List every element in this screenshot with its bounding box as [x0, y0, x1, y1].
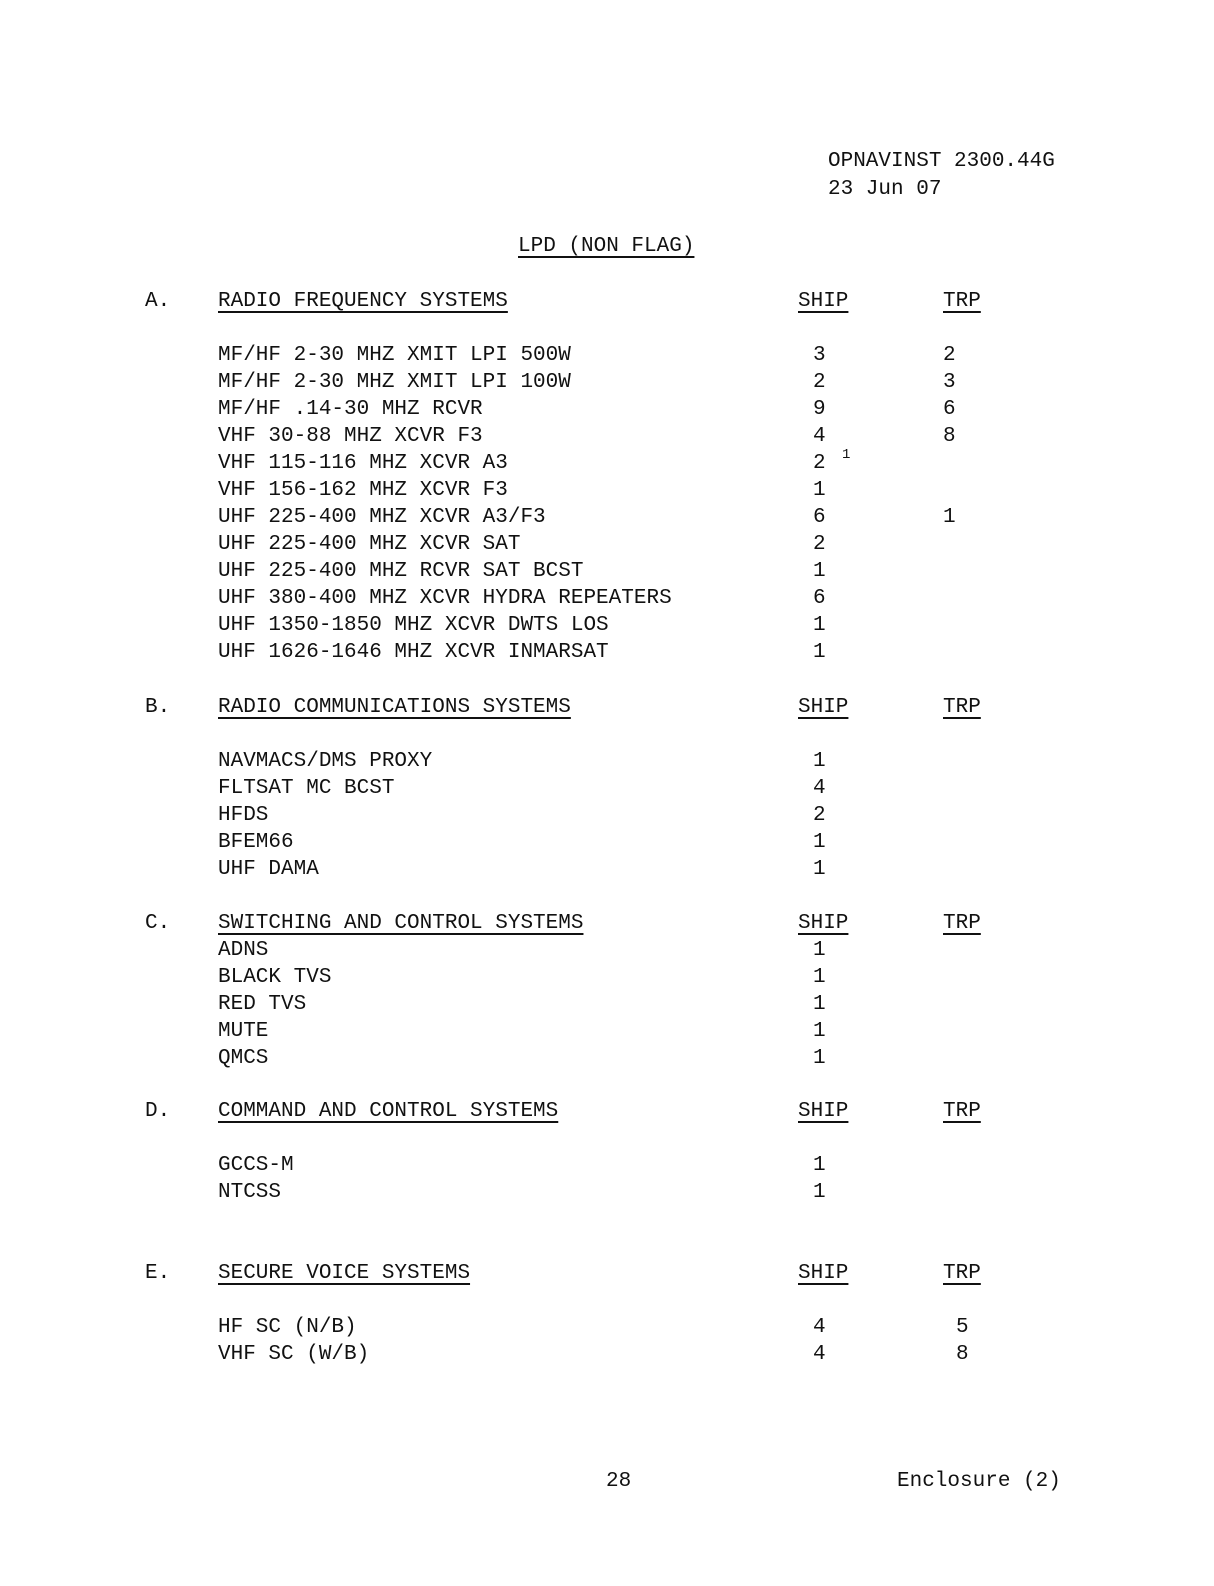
table-row: [0, 1341, 1214, 1368]
item-name: BFEM66: [218, 831, 294, 854]
ship-column-header: SHIP: [798, 912, 849, 935]
table-row: [0, 937, 1214, 964]
item-name: QMCS: [218, 1047, 269, 1070]
table-row: [0, 423, 1214, 450]
item-name: UHF 1350-1850 MHZ XCVR DWTS LOS: [218, 614, 609, 637]
ship-count: 1: [813, 831, 826, 854]
section-title: COMMAND AND CONTROL SYSTEMS: [218, 1100, 559, 1123]
ship-count: 3: [813, 344, 826, 367]
ship-count: 1: [813, 966, 826, 989]
ship-count: 2: [813, 452, 826, 475]
item-name: UHF 225-400 MHZ XCVR A3/F3: [218, 506, 546, 529]
item-name: NAVMACS/DMS PROXY: [218, 750, 433, 773]
table-row: [0, 342, 1214, 369]
ship-count: 1: [813, 939, 826, 962]
page-title: LPD (NON FLAG): [518, 235, 695, 258]
table-row: [0, 991, 1214, 1018]
item-name: VHF 30-88 MHZ XCVR F3: [218, 425, 483, 448]
ship-count: 1: [813, 993, 826, 1016]
table-row: [0, 1045, 1214, 1072]
table-row: [0, 1152, 1214, 1179]
section-title: SECURE VOICE SYSTEMS: [218, 1262, 471, 1285]
ship-count: 9: [813, 398, 826, 421]
table-row: [0, 775, 1214, 802]
item-name: MF/HF .14-30 MHZ RCVR: [218, 398, 483, 421]
table-row: [0, 1314, 1214, 1341]
ship-count: 6: [813, 506, 826, 529]
footnote-marker: 1: [842, 447, 851, 463]
item-name: UHF 225-400 MHZ XCVR SAT: [218, 533, 521, 556]
table-row: [0, 558, 1214, 585]
trp-count: 8: [943, 425, 956, 448]
trp-count: 6: [943, 398, 956, 421]
ship-count: 2: [813, 371, 826, 394]
item-name: HFDS: [218, 804, 269, 827]
ship-count: 1: [813, 560, 826, 583]
ship-count: 1: [813, 1154, 826, 1177]
ship-count: 4: [813, 425, 826, 448]
ship-column-header: SHIP: [798, 290, 849, 313]
table-row: [0, 477, 1214, 504]
trp-count: 2: [943, 344, 956, 367]
ship-count: 6: [813, 587, 826, 610]
ship-column-header: SHIP: [798, 1100, 849, 1123]
ship-count: 4: [813, 1343, 826, 1366]
trp-count: 8: [956, 1343, 969, 1366]
ship-count: 4: [813, 777, 826, 800]
table-row: [0, 748, 1214, 775]
document-date: 23 Jun 07: [828, 178, 942, 201]
item-name: MF/HF 2-30 MHZ XMIT LPI 100W: [218, 371, 571, 394]
section-title: SWITCHING AND CONTROL SYSTEMS: [218, 912, 584, 935]
item-name: UHF 1626-1646 MHZ XCVR INMARSAT: [218, 641, 609, 664]
item-name: VHF SC (W/B): [218, 1343, 370, 1366]
table-row: [0, 1018, 1214, 1045]
trp-column-header: TRP: [943, 290, 981, 313]
table-row: [0, 856, 1214, 883]
table-row: [0, 1179, 1214, 1206]
trp-count: 5: [956, 1316, 969, 1339]
table-row: [0, 396, 1214, 423]
table-row: [0, 369, 1214, 396]
ship-column-header: SHIP: [798, 696, 849, 719]
table-row: [0, 447, 1214, 477]
table-row: [0, 639, 1214, 666]
ship-count: 1: [813, 479, 826, 502]
ship-count: 1: [813, 750, 826, 773]
item-name: VHF 156-162 MHZ XCVR F3: [218, 479, 508, 502]
item-name: ADNS: [218, 939, 269, 962]
ship-count: 1: [813, 1181, 826, 1204]
section-letter: A.: [145, 290, 171, 313]
item-name: VHF 115-116 MHZ XCVR A3: [218, 452, 508, 475]
item-name: RED TVS: [218, 993, 307, 1016]
ship-count: 2: [813, 804, 826, 827]
trp-column-header: TRP: [943, 696, 981, 719]
table-row: [0, 964, 1214, 991]
trp-column-header: TRP: [943, 912, 981, 935]
ship-column-header: SHIP: [798, 1262, 849, 1285]
table-row: [0, 612, 1214, 639]
item-name: FLTSAT MC BCST: [218, 777, 395, 800]
item-name: HF SC (N/B): [218, 1316, 357, 1339]
item-name: UHF 225-400 MHZ RCVR SAT BCST: [218, 560, 584, 583]
section-letter: B.: [145, 696, 171, 719]
section-title: RADIO FREQUENCY SYSTEMS: [218, 290, 508, 313]
page-number: 28: [606, 1470, 632, 1493]
item-name: MUTE: [218, 1020, 269, 1043]
table-row: [0, 585, 1214, 612]
ship-count: 1: [813, 1047, 826, 1070]
item-name: UHF DAMA: [218, 858, 319, 881]
trp-column-header: TRP: [943, 1100, 981, 1123]
table-row: [0, 504, 1214, 531]
trp-column-header: TRP: [943, 1262, 981, 1285]
trp-count: 1: [943, 506, 956, 529]
ship-count: 1: [813, 1020, 826, 1043]
ship-count: 1: [813, 858, 826, 881]
table-row: [0, 802, 1214, 829]
item-name: UHF 380-400 MHZ XCVR HYDRA REPEATERS: [218, 587, 672, 610]
document-id: OPNAVINST 2300.44G: [828, 150, 1055, 173]
section-letter: C.: [145, 912, 171, 935]
ship-count: 4: [813, 1316, 826, 1339]
item-name: MF/HF 2-30 MHZ XMIT LPI 500W: [218, 344, 571, 367]
ship-count: 1: [813, 614, 826, 637]
table-row: [0, 829, 1214, 856]
item-name: GCCS-M: [218, 1154, 294, 1177]
ship-count: 2: [813, 533, 826, 556]
section-letter: E.: [145, 1262, 171, 1285]
item-name: NTCSS: [218, 1181, 282, 1204]
item-name: BLACK TVS: [218, 966, 332, 989]
enclosure-label: Enclosure (2): [897, 1470, 1061, 1493]
section-letter: D.: [145, 1100, 171, 1123]
table-row: [0, 531, 1214, 558]
ship-count: 1: [813, 641, 826, 664]
trp-count: 3: [943, 371, 956, 394]
section-title: RADIO COMMUNICATIONS SYSTEMS: [218, 696, 571, 719]
